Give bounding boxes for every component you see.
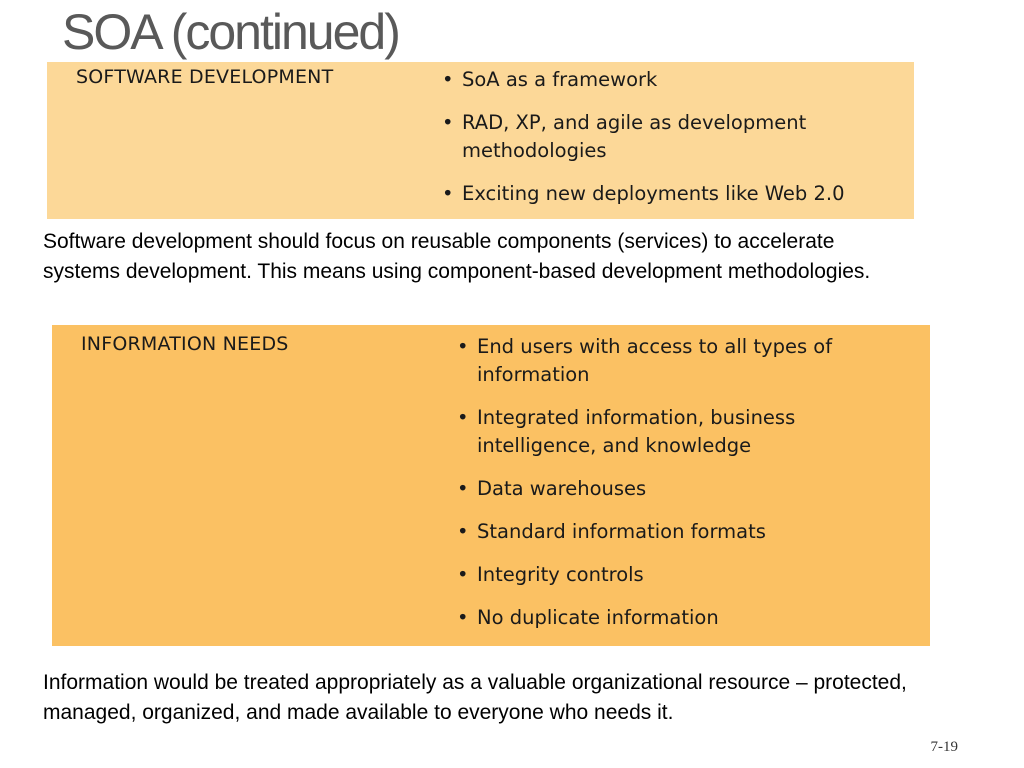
panel-heading: SOFTWARE DEVELOPMENT bbox=[76, 66, 334, 88]
slide-number: 7-19 bbox=[930, 739, 958, 755]
bullet-item: • No duplicate information bbox=[457, 604, 887, 632]
bullet-item: • Standard information formats bbox=[457, 518, 887, 546]
bullet-item: • Exciting new deployments like Web 2.0 bbox=[442, 180, 882, 208]
slide-title: SOA (continued) bbox=[62, 4, 399, 60]
bullet-item: • SoA as a framework bbox=[442, 66, 882, 94]
bullet-item: • RAD, XP, and agile as development methodologies bbox=[442, 109, 882, 165]
bullet-item: • Data warehouses bbox=[457, 475, 887, 503]
bullet-item: • Integrity controls bbox=[457, 561, 887, 589]
software-development-panel bbox=[47, 62, 914, 219]
information-needs-panel bbox=[52, 325, 930, 646]
body-paragraph: Information would be treated appropriately as a valuable organizational resource – protected, managed, organized, and made available to everyone who needs it. bbox=[43, 671, 907, 724]
bullet-list bbox=[457, 333, 887, 647]
bullet-list bbox=[442, 66, 882, 223]
bullet-item: • Integrated information, business intelligence, and knowledge bbox=[457, 404, 887, 460]
panel-heading: INFORMATION NEEDS bbox=[81, 333, 289, 355]
bullet-item: • End users with access to all types of information bbox=[457, 333, 887, 389]
body-paragraph: Software development should focus on reusable components (services) to accelerate systems development. This means using component-based development methodologies. bbox=[43, 230, 871, 283]
